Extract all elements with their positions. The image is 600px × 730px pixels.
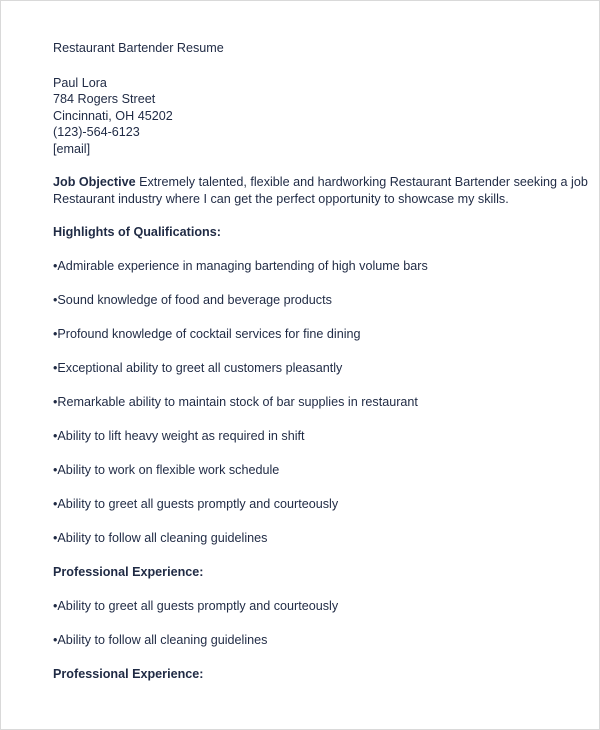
document-title: Restaurant Bartender Resume xyxy=(53,41,224,55)
qualifications-list xyxy=(53,258,593,547)
qualifications-heading: Highlights of Qualifications: xyxy=(53,225,221,239)
contact-email: [email] xyxy=(53,141,91,156)
list-item: •Ability to follow all cleaning guidelines xyxy=(53,633,268,647)
list-item: •Ability to greet all guests promptly and courteously xyxy=(53,497,339,511)
list-item: •Profound knowledge of cocktail services for fine dining xyxy=(53,327,361,341)
contact-phone: (123)-564-6123 xyxy=(53,125,140,139)
list-item: •Ability to work on flexible work schedule xyxy=(53,463,280,477)
experience-list xyxy=(53,598,593,649)
list-item: •Remarkable ability to maintain stock of bar supplies in restaurant xyxy=(53,395,418,409)
contact-street: 784 Rogers Street xyxy=(53,92,156,106)
experience-heading: Professional Experience: xyxy=(53,565,204,579)
contact-city: Cincinnati, OH 45202 xyxy=(53,108,173,123)
list-item: •Exceptional ability to greet all customers pleasantly xyxy=(53,361,343,375)
list-item: •Admirable experience in managing bartending of high volume bars xyxy=(53,259,428,273)
list-item: •Ability to greet all guests promptly and courteously xyxy=(53,599,339,613)
resume-document xyxy=(53,40,593,683)
job-objective xyxy=(53,174,593,207)
contact-name: Paul Lora xyxy=(53,75,107,90)
list-item: •Sound knowledge of food and beverage products xyxy=(53,293,332,307)
job-objective-label: Job Objective xyxy=(53,175,136,189)
contact-block xyxy=(53,75,593,158)
list-item: •Ability to lift heavy weight as required in shift xyxy=(53,429,305,443)
experience-heading-2: Professional Experience: xyxy=(53,667,204,681)
list-item: •Ability to follow all cleaning guidelines xyxy=(53,531,268,545)
job-objective-text: Extremely talented, flexible and hardworking Restaurant Bartender seeking a job Restaurant industry where I can get the perfect opportunity to showcase my skills. xyxy=(53,175,588,206)
